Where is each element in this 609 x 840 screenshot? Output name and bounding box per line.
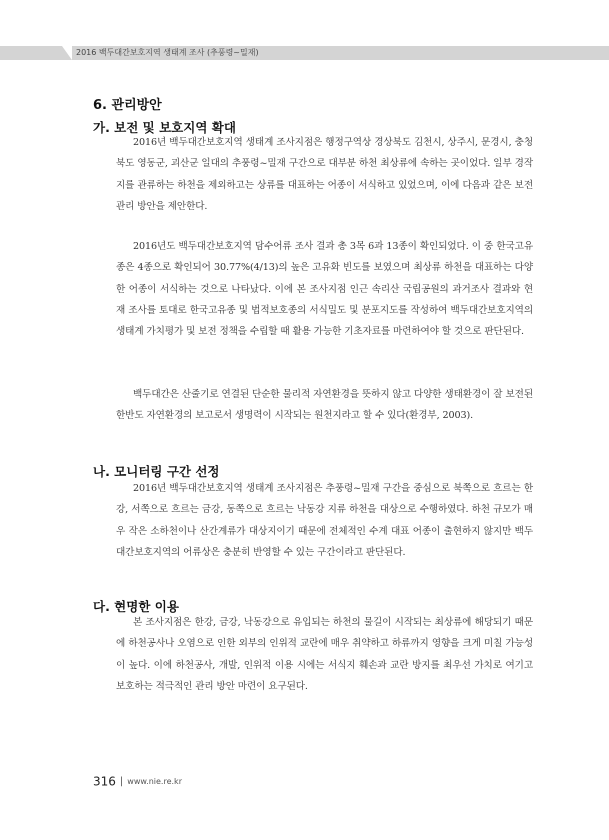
paragraph-a1: 2016년 백두대간보호지역 생태계 조사지점은 행정구역상 경상북도 김천시, 상주시, 문경시, 충청북도 영동군, 괴산군 일대의 추풍령~밀재 구간으로 대부분 하천 최상류에 속하는 곳이었다. 일부 경작지를 관류하는 하천을 제외하고는 상류를 대표하는 어종이 서식하고 있었으며, 이에 다음과 같은 보전관리 방안을 제안한다.	[116, 137, 533, 212]
footer-separator: |	[119, 776, 124, 787]
header-wedge	[62, 46, 72, 60]
paragraph-b1: 2016년 백두대간보호지역 생태계 조사지점은 추풍령~밀재 구간을 중심으로 북쪽으로 흐르는 한강, 서쪽으로 흐르는 금강, 동쪽으로 흐르는 낙동강 지류 하천을 대상으로 수행하였다. 하천 규모가 매우 작은 소하천이나 산간계류가 대상지이기 때문에 전체적인 수계 대표 어종이 출현하지 않지만 백두대간보호지역의 어류상은 충분히 반영할 수 있는 구간이라고 판단된다.	[116, 483, 533, 558]
subsection-title-a: 가. 보전 및 보호지역 확대	[93, 120, 236, 135]
paragraph-a2: 2016년도 백두대간보호지역 담수어류 조사 결과 총 3목 6과 13종이 확인되었다. 이 중 한국고유종은 4종으로 확인되어 30.77%(4/13)의 높은 고유화 빈도를 보였으며 최상류 하천을 대표하는 다양한 어종이 서식하는 것으로 나타났다. 이에 본 조사지점 인근 속리산 국립공원의 과거조사 결과와 현재 조사를 토대로 한국고유종 및 법적보호종의 서식밀도 및 분포지도를 작성하여 백두대간보호지역의 생태계 가치평가 및 보전 정책을 수립할 때 활용 가능한 기초자료를 마련하여야 할 것으로 판단된다.	[116, 241, 533, 338]
section-title: 6. 관리방안	[93, 98, 162, 113]
subsection-title-b: 나. 모니터링 구간 선정	[93, 464, 220, 479]
paragraph-c1: 본 조사지점은 한강, 금강, 낙동강으로 유입되는 하천의 물길이 시작되는 최상류에 해당되기 때문에 하천공사나 오염으로 인한 외부의 인위적 교란에 매우 취약하고 하류까지 영향을 크게 미칠 가능성이 높다. 이에 하천공사, 개발, 인위적 이용 시에는 서식지 훼손과 교란 방지를 최우선 가치로 여기고 보호하는 적극적인 관리 방안 마련이 요구된다.	[116, 617, 533, 692]
running-header	[0, 0, 609, 66]
subsection-title-c: 다. 현명한 이용	[93, 599, 179, 614]
page-footer	[93, 771, 182, 789]
paragraph-a3: 백두대간은 산줄기로 연결된 단순한 물리적 자연환경을 뜻하지 않고 다양한 생태환경이 잘 보전된 한반도 자연환경의 보고로서 생명력이 시작되는 원천지라고 할 수 있다(환경부, 2003).	[116, 389, 533, 422]
running-title: 2016 백두대간보호지역 생태계 조사 (추풍령~밀재)	[76, 48, 259, 57]
footer-url[interactable]: www.nie.re.kr	[127, 777, 182, 786]
page-number: 316	[93, 774, 116, 789]
